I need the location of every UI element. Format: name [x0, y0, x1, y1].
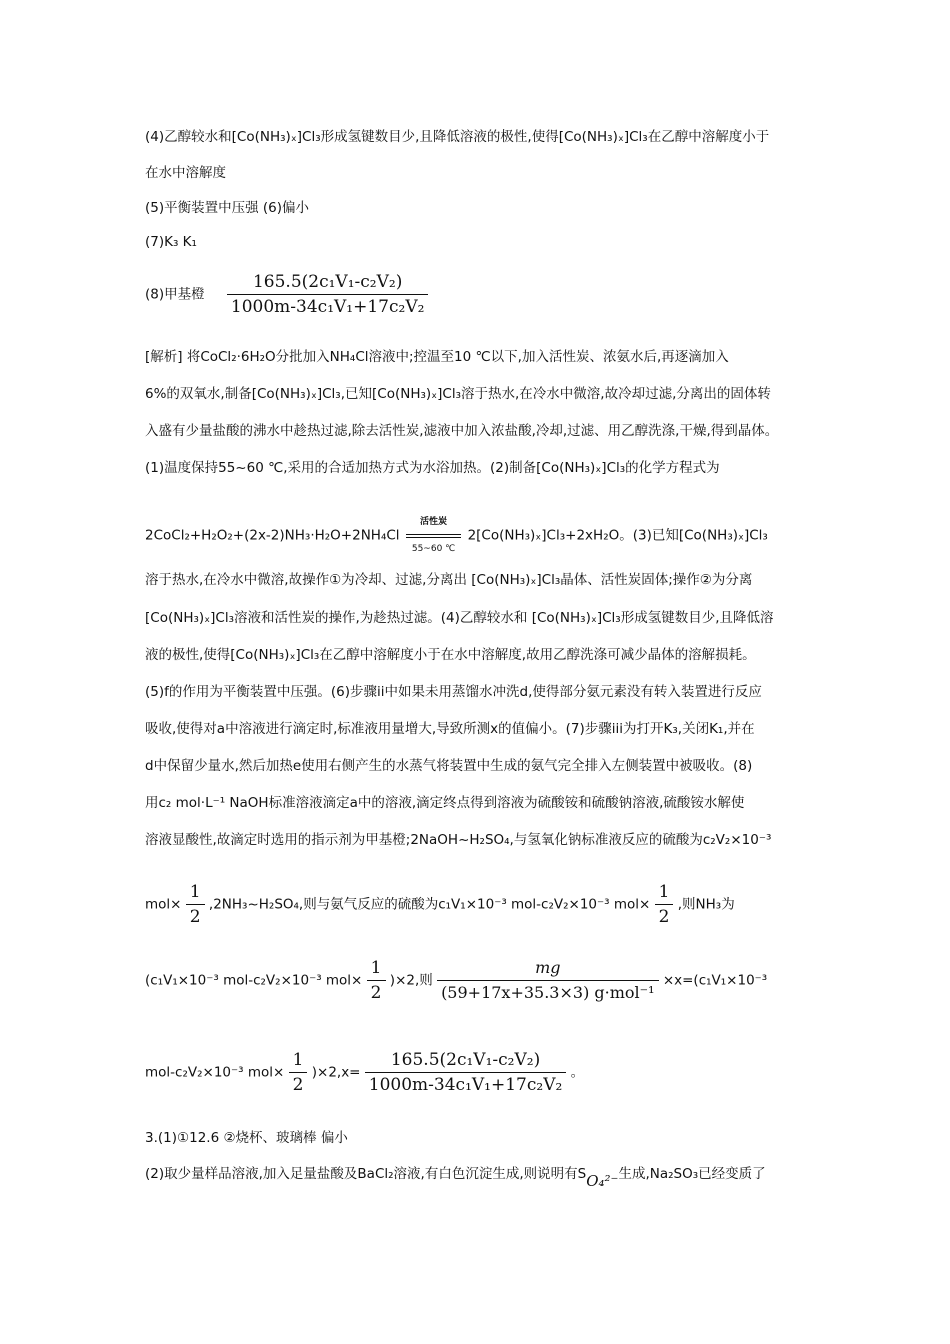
question3-line2: [145, 1163, 766, 1190]
line14-part-a: mol×: [145, 896, 182, 913]
analysis-line2: 6%的双氧水,制备[Co(NH₃)ₓ]Cl₃,已知[Co(NH₃)ₓ]Cl₃溶于热水,在冷水中微溶,故冷却过滤,分离出的固体转: [145, 386, 771, 402]
answer-7: (7)K₃ K₁: [145, 234, 197, 250]
final-denominator: 1000m-34c₁V₁+17c₂V₂: [368, 1075, 563, 1095]
line15-part-b: )×2,则: [389, 972, 433, 989]
line14-part-c: ,则NH₃为: [677, 896, 735, 913]
chemical-equation: [145, 512, 768, 559]
half-numerator: 1: [655, 882, 674, 905]
answer-8: [145, 272, 428, 317]
analysis-line12: 用c₂ mol·L⁻¹ NaOH标准溶液滴定a中的溶液,滴定终点得到溶液为硫酸铵和硫酸钠溶液,硫酸铵水解使: [145, 795, 745, 811]
analysis-line6: 溶于热水,在冷水中微溶,故操作①为冷却、过滤,分离出 [Co(NH₃)ₓ]Cl₃晶体、活性炭固体;操作②为分离: [145, 572, 753, 588]
analysis-line8: 液的极性,使得[Co(NH₃)ₓ]Cl₃在乙醇中溶解度小于在水中溶解度,故用乙醇洗涤可减少晶体的溶解损耗。: [145, 647, 756, 663]
analysis-line4: (1)温度保持55~60 ℃,采用的合适加热方式为水浴加热。(2)制备[Co(NH₃)ₓ]Cl₃的化学方程式为: [145, 460, 720, 476]
analysis-line7: [Co(NH₃)ₓ]Cl₃溶液和活性炭的操作,为趁热过滤。(4)乙醇较水和 [Co(NH₃)ₓ]Cl₃形成氢键数目少,且降低溶: [145, 610, 774, 626]
q3-l2-text: (2)取少量样品溶液,加入足量盐酸及BaCl₂溶液,有白色沉淀生成,则说明有S: [145, 1166, 587, 1182]
molar-numerator: mg: [437, 958, 658, 981]
answer-8-label: (8)甲基橙: [145, 286, 205, 303]
condition-catalyst: 活性炭: [406, 512, 461, 535]
equation-right: 2[Co(NH₃)ₓ]Cl₃+2xH₂O。(3)已知[Co(NH₃)ₓ]Cl₃: [467, 527, 768, 544]
half-denominator: 2: [292, 1075, 304, 1095]
formula-denominator: 1000m-34c₁V₁+17c₂V₂: [230, 297, 425, 317]
half-denominator: 2: [370, 983, 382, 1003]
answer-5-6: (5)平衡装置中压强 (6)偏小: [145, 200, 310, 216]
line16-part-b: )×2,x=: [311, 1064, 361, 1081]
fraction-one-half: [289, 1050, 308, 1095]
reaction-condition: [406, 512, 461, 559]
analysis-line1: [解析] 将CoCl₂·6H₂O分批加入NH₄Cl溶液中;控温至10 ℃以下,加入活性炭、浓氨水后,再逐滴加入: [145, 349, 729, 365]
line15-part-c: ×x=(c₁V₁×10⁻³: [662, 972, 768, 989]
analysis-line9: (5)f的作用为平衡装置中压强。(6)步骤ii中如果未用蒸馏水冲洗d,使得部分氨元素没有转入装置进行反应: [145, 684, 762, 700]
line15-part-a: (c₁V₁×10⁻³ mol-c₂V₂×10⁻³ mol×: [145, 972, 363, 989]
analysis-line10: 吸收,使得对a中溶液进行滴定时,标准液用量增大,导致所测x的值偏小。(7)步骤iii为打开K₃,关闭K₁,并在: [145, 721, 755, 737]
equation-left: 2CoCl₂+H₂O₂+(2x-2)NH₃·H₂O+2NH₄Cl: [145, 527, 400, 544]
line16-part-a: mol-c₂V₂×10⁻³ mol×: [145, 1064, 285, 1081]
analysis-line3: 入盛有少量盐酸的沸水中趁热过滤,除去活性炭,滤液中加入浓盐酸,冷却,过滤、用乙醇洗涤,干燥,得到晶体。: [145, 423, 779, 439]
molar-fraction: [437, 958, 658, 1003]
analysis-line11: d中保留少量水,然后加热e使用右侧产生的水蒸气将装置中生成的氨气完全排入左侧装置中被吸收。(8): [145, 758, 753, 774]
q3-l2-end: 生成,Na₂SO₃已经变质了: [618, 1166, 766, 1182]
answer-4-line1: (4)乙醇较水和[Co(NH₃)ₓ]Cl₃形成氢键数目少,且降低溶液的极性,使得[Co(NH₃)ₓ]Cl₃在乙醇中溶解度小于: [145, 129, 770, 145]
answer-8-formula: [227, 272, 429, 317]
half-denominator: 2: [189, 907, 201, 927]
fraction-one-half: [367, 958, 386, 1003]
formula-numerator: 165.5(2c₁V₁-c₂V₂): [227, 272, 429, 295]
molar-denominator: (59+17x+35.3×3) g·mol⁻¹: [441, 983, 655, 1002]
answer-4-line2: 在水中溶解度: [145, 165, 226, 181]
final-x-formula: [365, 1050, 567, 1095]
fraction-one-half: [655, 882, 674, 927]
analysis-line13: 溶液显酸性,故滴定时选用的指示剂为甲基橙;2NaOH~H₂SO₄,与氢氧化钠标准液反应的硫酸为c₂V₂×10⁻³: [145, 832, 772, 848]
final-numerator: 165.5(2c₁V₁-c₂V₂): [365, 1050, 567, 1073]
half-denominator: 2: [658, 907, 670, 927]
fraction-one-half: [186, 882, 205, 927]
line16-part-c: 。: [570, 1064, 585, 1081]
half-numerator: 1: [367, 958, 386, 981]
line14-part-b: ,2NH₃~H₂SO₄,则与氨气反应的硫酸为c₁V₁×10⁻³ mol-c₂V₂×10⁻³ mol×: [208, 896, 651, 913]
condition-temperature: 55~60 ℃: [406, 537, 461, 559]
analysis-line15: [145, 958, 767, 1003]
sulfate-ion: O₄²⁻: [586, 1172, 619, 1190]
analysis-line16: [145, 1050, 584, 1095]
half-numerator: 1: [186, 882, 205, 905]
analysis-line14: [145, 882, 735, 927]
half-numerator: 1: [289, 1050, 308, 1073]
question3-line1: 3.(1)①12.6 ②烧杯、玻璃棒 偏小: [145, 1130, 348, 1146]
